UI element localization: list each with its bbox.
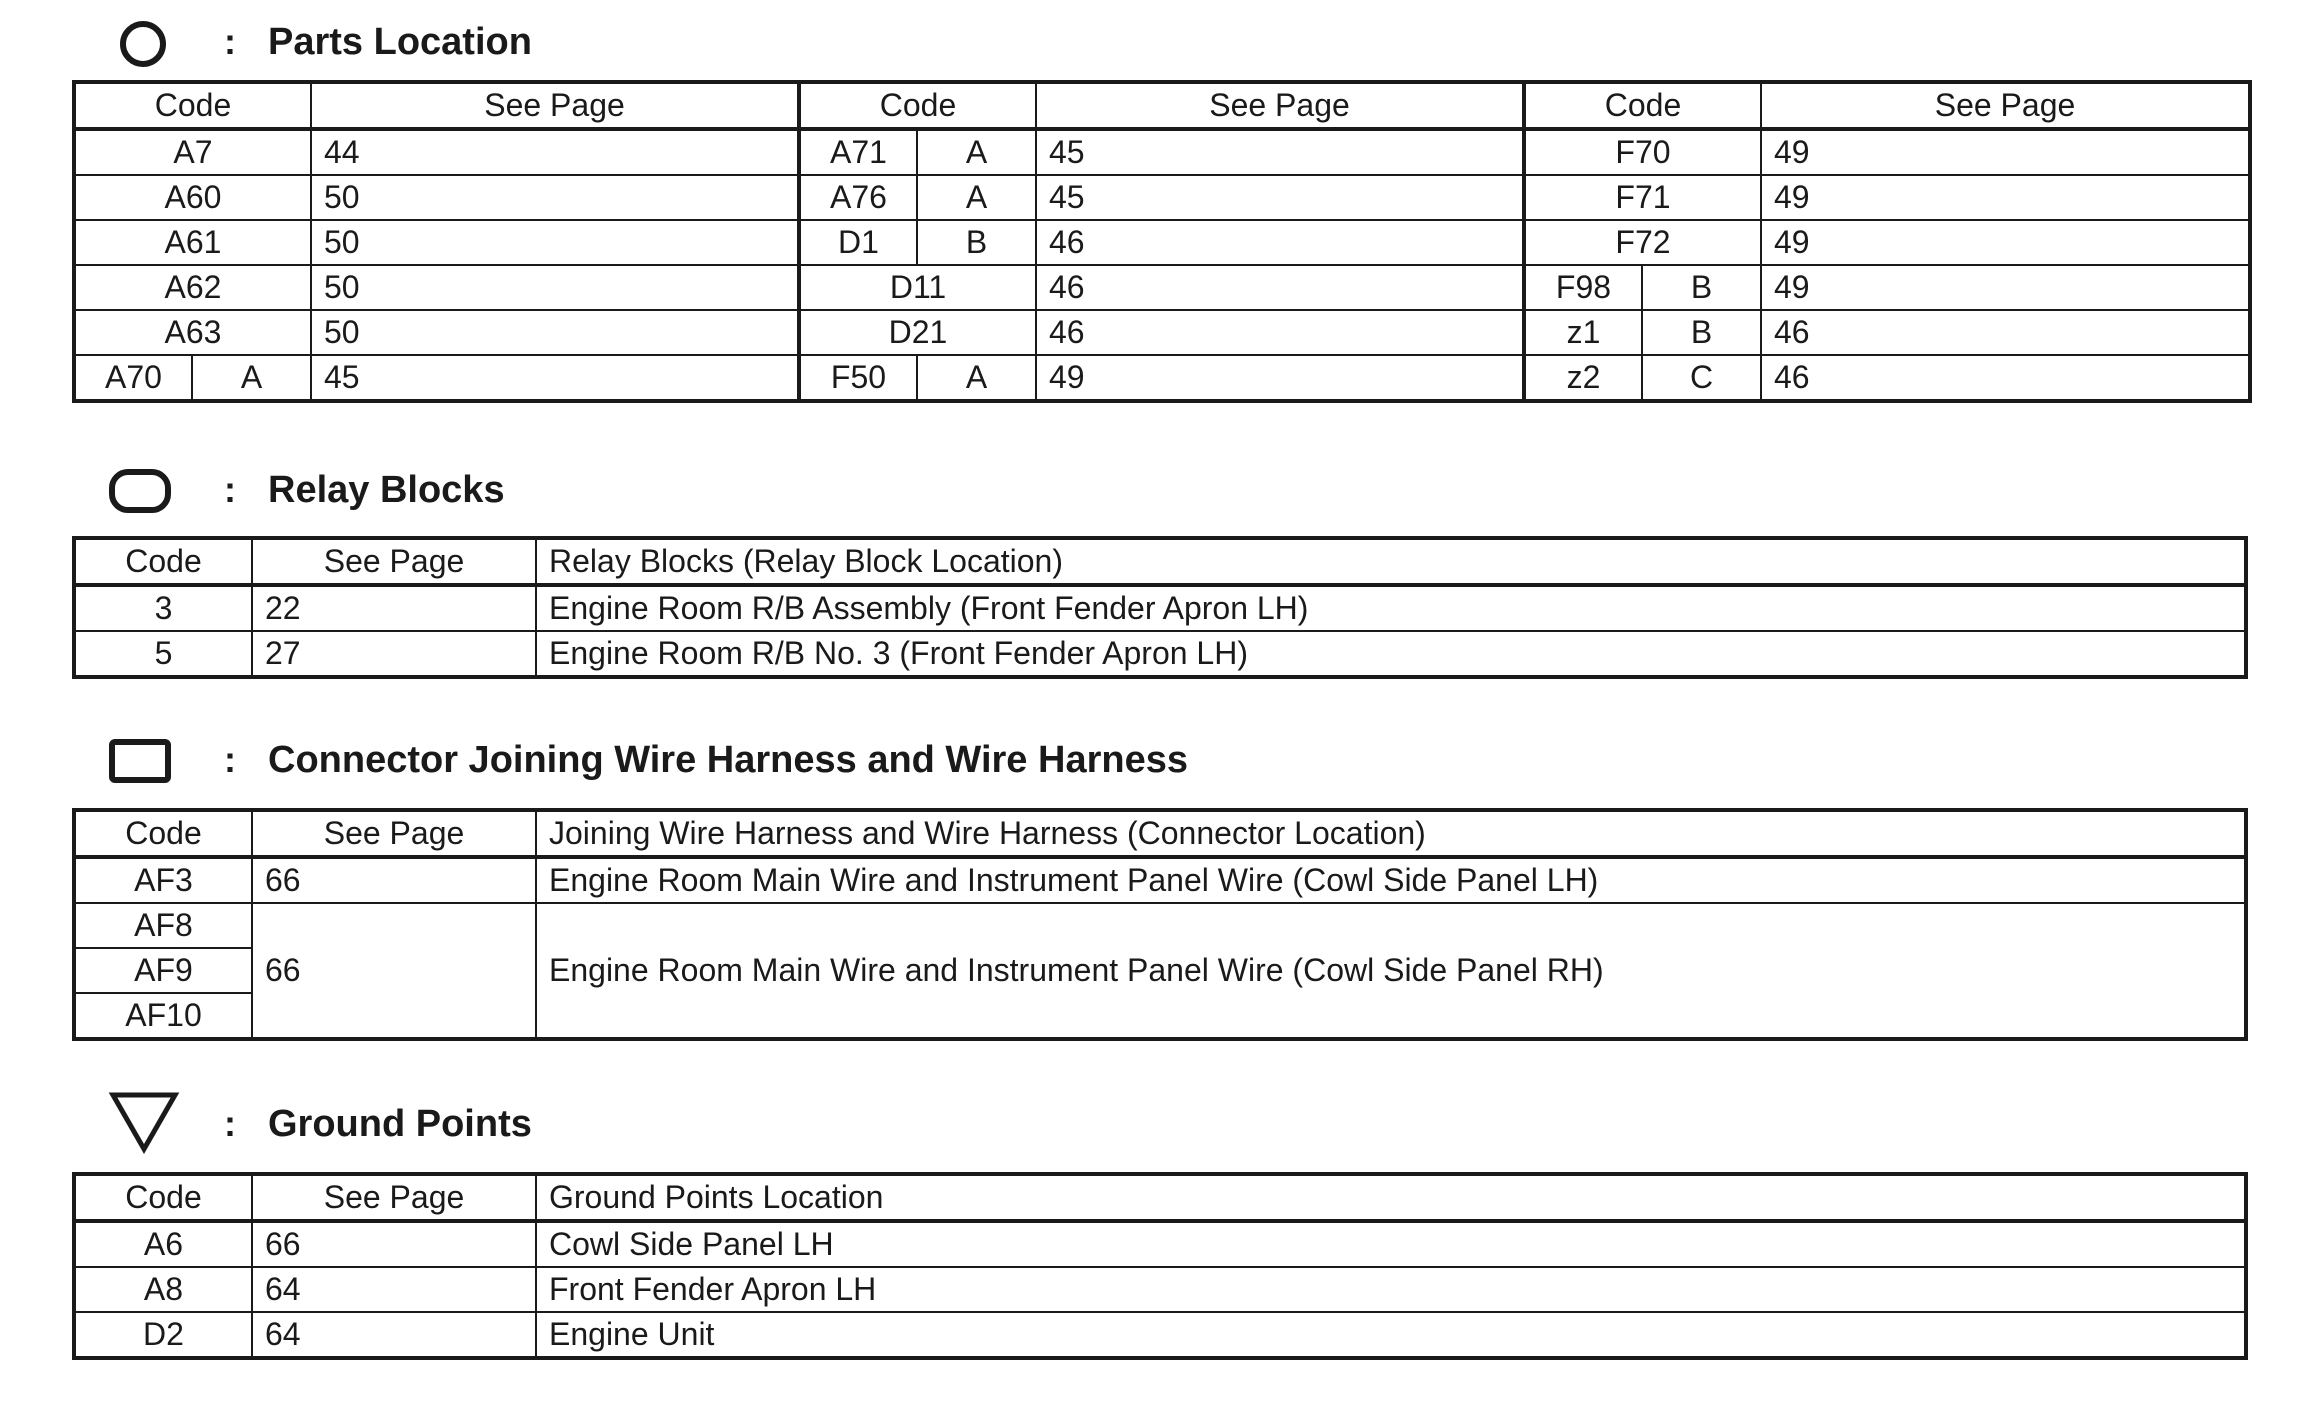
description-cell: Engine Room Main Wire and Instrument Panel Wire (Cowl Side Panel RH)	[536, 903, 2246, 1039]
connector-joining-section	[72, 730, 2248, 1041]
description-cell: Cowl Side Panel LH	[536, 1221, 2246, 1267]
code-cell: 3	[74, 585, 252, 631]
connector-joining-heading	[72, 730, 2248, 790]
page-cell: 46	[1036, 310, 1524, 355]
parts-location-title: Parts Location	[268, 21, 532, 63]
code-cell: AF3	[74, 857, 252, 903]
page-cell: 50	[311, 175, 799, 220]
header-see-page: See Page	[252, 1174, 536, 1221]
page-cell: 50	[311, 265, 799, 310]
relay-blocks-title: Relay Blocks	[268, 469, 505, 511]
page-cell: 49	[1761, 220, 2250, 265]
table-row	[74, 585, 2246, 631]
table-row	[74, 631, 2246, 677]
table-row	[74, 857, 2246, 903]
code-cell: A60	[74, 175, 311, 220]
header-see-page: See Page	[311, 82, 799, 129]
page-cell: 45	[311, 355, 799, 401]
rounded-rect-icon	[108, 468, 172, 514]
code-cell: AF10	[74, 993, 252, 1039]
page-cell: 44	[311, 129, 799, 175]
page-cell: 22	[252, 585, 536, 631]
code-cell: A8	[74, 1267, 252, 1312]
page-cell: 66	[252, 1221, 536, 1267]
page-cell: 50	[311, 220, 799, 265]
header-description: Ground Points Location	[536, 1174, 2246, 1221]
description-cell: Engine Unit	[536, 1312, 2246, 1358]
header-see-page: See Page	[1036, 82, 1524, 129]
ground-points-heading	[72, 1094, 2248, 1154]
sub-code-cell: B	[1642, 265, 1761, 310]
ground-points-header-row	[74, 1174, 2246, 1221]
header-code: Code	[74, 1174, 252, 1221]
relay-blocks-table	[72, 536, 2248, 679]
parts-location-table	[72, 80, 2252, 403]
code-cell: A7	[74, 129, 311, 175]
description-cell: Engine Room R/B No. 3 (Front Fender Apron LH)	[536, 631, 2246, 677]
table-row	[74, 265, 2250, 310]
page-cell: 49	[1036, 355, 1524, 401]
table-row	[74, 220, 2250, 265]
header-code: Code	[74, 538, 252, 585]
page-cell: 45	[1036, 129, 1524, 175]
code-cell: A62	[74, 265, 311, 310]
page-cell: 45	[1036, 175, 1524, 220]
page-cell: 46	[1036, 265, 1524, 310]
header-see-page: See Page	[252, 538, 536, 585]
parts-location-heading	[72, 12, 2248, 72]
description-cell: Engine Room Main Wire and Instrument Panel Wire (Cowl Side Panel LH)	[536, 857, 2246, 903]
page-cell: 49	[1761, 265, 2250, 310]
code-cell: z2	[1524, 355, 1642, 401]
sub-code-cell: A	[192, 355, 311, 401]
code-cell: F98	[1524, 265, 1642, 310]
header-code: Code	[1524, 82, 1761, 129]
header-see-page: See Page	[1761, 82, 2250, 129]
table-row	[74, 310, 2250, 355]
page-cell: 66	[252, 903, 536, 1039]
table-row	[74, 1312, 2246, 1358]
page-cell: 46	[1036, 220, 1524, 265]
page-cell: 49	[1761, 175, 2250, 220]
sub-code-cell: A	[917, 129, 1036, 175]
circle-icon	[118, 19, 168, 69]
page-cell: 27	[252, 631, 536, 677]
relay-blocks-section	[72, 460, 2248, 679]
table-row	[74, 175, 2250, 220]
table-row	[74, 355, 2250, 401]
connector-joining-table	[72, 808, 2248, 1041]
table-row	[74, 129, 2250, 175]
relay-blocks-header-row	[74, 538, 2246, 585]
code-cell: D1	[799, 220, 917, 265]
relay-blocks-colon: :	[224, 469, 236, 510]
sub-code-cell: A	[917, 355, 1036, 401]
header-description: Relay Blocks (Relay Block Location)	[536, 538, 2246, 585]
header-code: Code	[74, 810, 252, 857]
header-code: Code	[799, 82, 1036, 129]
page-cell: 64	[252, 1267, 536, 1312]
description-cell: Engine Room R/B Assembly (Front Fender Apron LH)	[536, 585, 2246, 631]
table-row	[74, 1267, 2246, 1312]
page-cell: 64	[252, 1312, 536, 1358]
code-cell: A70	[74, 355, 192, 401]
code-cell: z1	[1524, 310, 1642, 355]
rectangle-icon	[108, 738, 172, 784]
ground-points-section	[72, 1094, 2248, 1360]
code-cell: F70	[1524, 129, 1761, 175]
code-cell: F71	[1524, 175, 1761, 220]
header-see-page: See Page	[252, 810, 536, 857]
header-description: Joining Wire Harness and Wire Harness (Connector Location)	[536, 810, 2246, 857]
code-cell: A61	[74, 220, 311, 265]
code-cell: D21	[799, 310, 1036, 355]
code-cell: F50	[799, 355, 917, 401]
page-cell: 46	[1761, 355, 2250, 401]
connector-joining-title: Connector Joining Wire Harness and Wire Harness	[268, 739, 1188, 781]
relay-blocks-heading	[72, 460, 2248, 520]
sub-code-cell: B	[917, 220, 1036, 265]
code-cell: AF8	[74, 903, 252, 948]
sub-code-cell: A	[917, 175, 1036, 220]
code-cell: 5	[74, 631, 252, 677]
code-cell: A76	[799, 175, 917, 220]
triangle-down-icon	[108, 1090, 180, 1154]
page-cell: 49	[1761, 129, 2250, 175]
connector-joining-header-row	[74, 810, 2246, 857]
ground-points-table	[72, 1172, 2248, 1360]
page-cell: 50	[311, 310, 799, 355]
page-cell: 66	[252, 857, 536, 903]
code-cell: AF9	[74, 948, 252, 993]
description-cell: Front Fender Apron LH	[536, 1267, 2246, 1312]
ground-points-colon: :	[224, 1103, 236, 1144]
code-cell: A6	[74, 1221, 252, 1267]
page-cell: 46	[1761, 310, 2250, 355]
table-row	[74, 903, 2246, 948]
parts-location-header-row	[74, 82, 2250, 129]
code-cell: D11	[799, 265, 1036, 310]
parts-location-section	[72, 12, 2248, 403]
code-cell: A63	[74, 310, 311, 355]
header-code: Code	[74, 82, 311, 129]
code-cell: A71	[799, 129, 917, 175]
connector-joining-colon: :	[224, 739, 236, 780]
sub-code-cell: C	[1642, 355, 1761, 401]
code-cell: F72	[1524, 220, 1761, 265]
parts-location-colon: :	[224, 21, 236, 62]
sub-code-cell: B	[1642, 310, 1761, 355]
table-row	[74, 1221, 2246, 1267]
ground-points-title: Ground Points	[268, 1103, 532, 1145]
code-cell: D2	[74, 1312, 252, 1358]
